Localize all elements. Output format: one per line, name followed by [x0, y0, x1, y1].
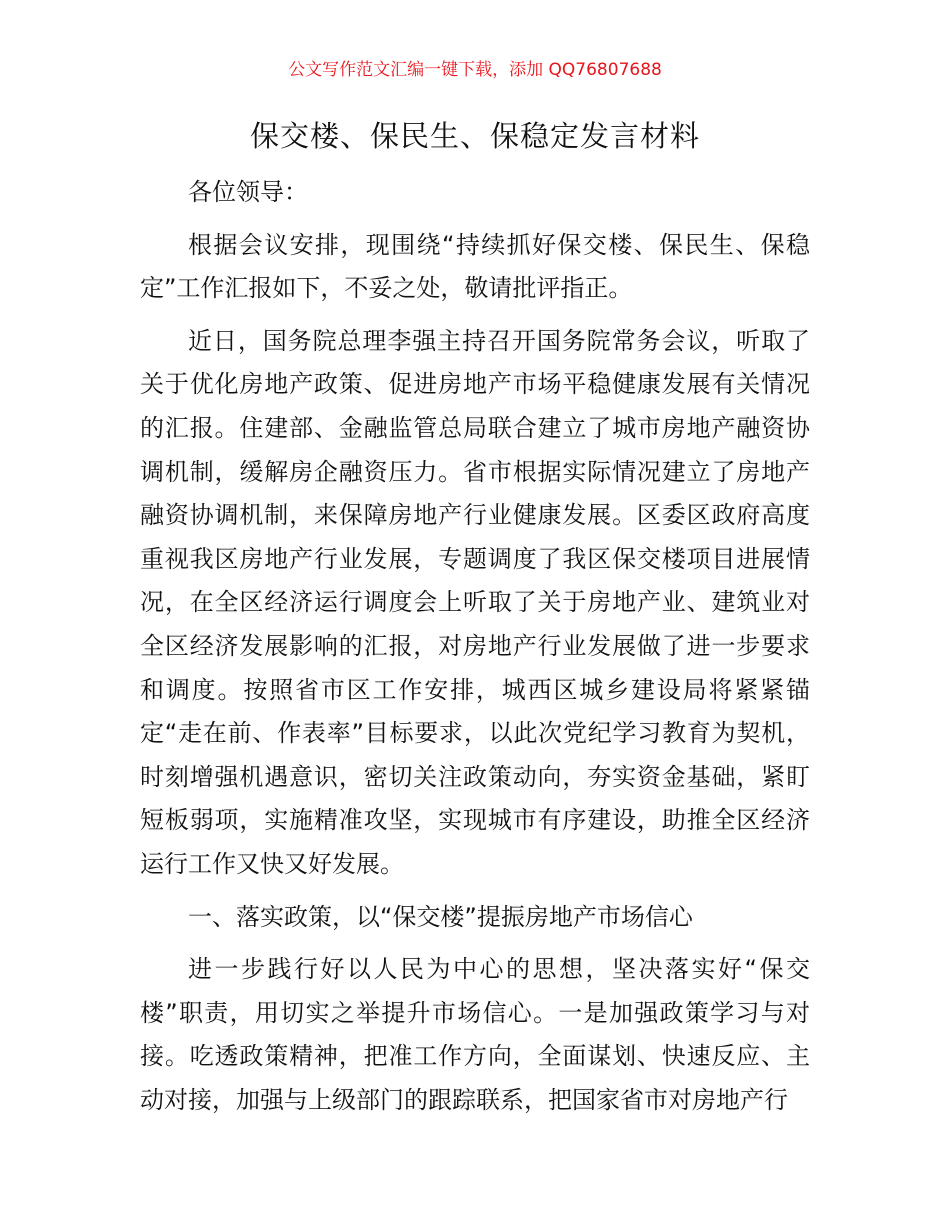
background-paragraph: 近日，国务院总理李强主持召开国务院常务会议，听取了关于优化房地产政策、促进房地产市场平稳健康发展有关情况的汇报。住建部、金融监管总局联合建立了城市房地产融资协调机制，缓解房企融资压力。省市根据实际情况建立了房地产融资协调机制，来保障房地产行业健康发展。区委区政府高度重视我区房地产行业发展，专题调度了我区保交楼项目进展情况，在全区经济运行调度会上听取了关于房地产业、建筑业对全区经济发展影响的汇报，对房地产行业发展做了进一步要求和调度。按照省市区工作安排，城西区城乡建设局将紧紧锚定“走在前、作表率”目标要求，以此次党纪学习教育为契机，时刻增强机遇意识，密切关注政策动向，夯实资金基础，紧盯短板弱项，实施精准攻坚，实现城市有序建设，助推全区经济运行工作又快又好发展。 — [140, 326, 810, 878]
download-promo-note: 公文写作范文汇编一键下载，添加 QQ76807688 — [288, 60, 662, 80]
paragraph-spacer — [140, 311, 810, 320]
paragraph-spacer — [140, 887, 810, 896]
paragraph-spacer — [140, 939, 810, 948]
section-paragraph: 进一步践行好以人民为中心的思想，坚决落实好“保交楼”职责，用切实之举提升市场信心。一是加强政策学习与对接。吃透政策精神，把准工作方向，全面谋划、快速反应、主动对接，加强与上级部门的跟踪联系，把国家省市对房地产行 — [140, 955, 810, 1114]
intro-paragraph: 根据会议安排，现围绕“持续抓好保交楼、保民生、保稳定”工作汇报如下，不妥之处，敬请批评指正。 — [140, 230, 810, 303]
document-body — [140, 171, 810, 1122]
salutation: 各位领导： — [188, 178, 308, 206]
paragraph-spacer — [140, 215, 810, 224]
document-title: 保交楼、保民生、保稳定发言材料 — [249, 119, 700, 153]
section-heading: 一、落实政策，以“保交楼”提振房地产市场信心 — [188, 902, 693, 931]
